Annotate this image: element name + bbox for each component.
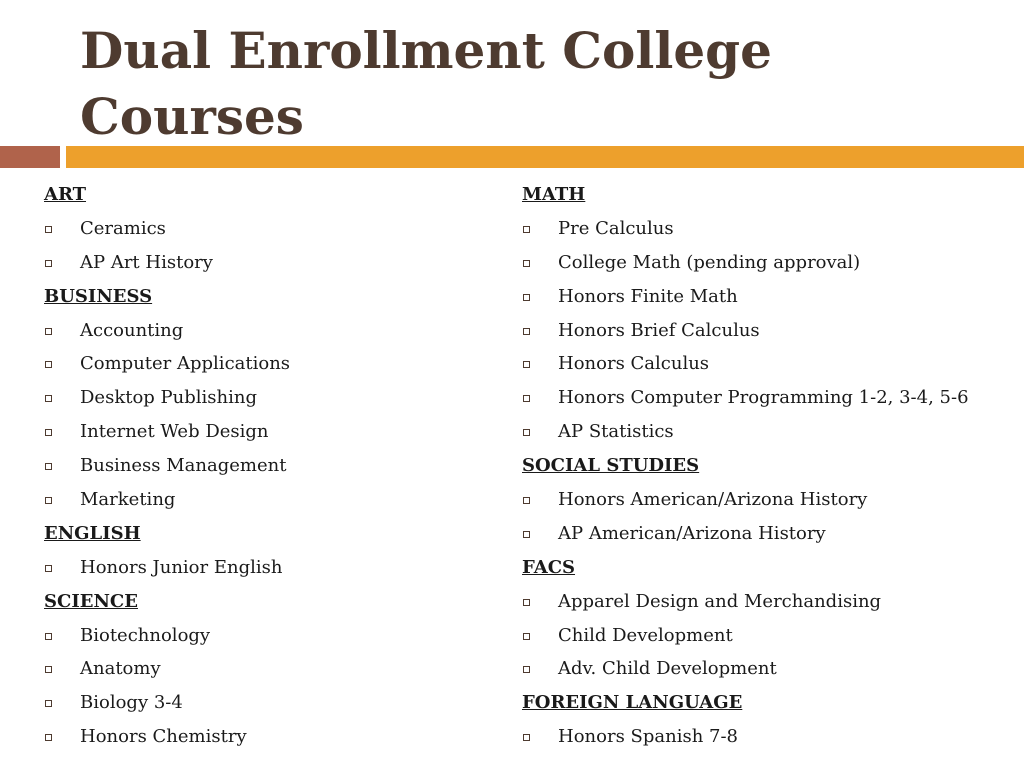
- course-name: Honors Brief Calculus: [558, 319, 760, 341]
- list-item: [522, 314, 1002, 348]
- list-item: [522, 720, 1002, 754]
- course-name: Accounting: [80, 319, 184, 341]
- square-bullet-icon: [523, 531, 530, 538]
- course-name: Honors Spanish 7-8: [558, 726, 738, 748]
- list-item: [522, 619, 1002, 653]
- section-heading-art: ART: [44, 184, 87, 205]
- square-bullet-icon: [523, 361, 530, 368]
- list-item: [44, 619, 504, 653]
- course-name: Adv. Child Development: [558, 658, 777, 680]
- left-course-column: [44, 178, 504, 754]
- accent-bar-left: [0, 146, 60, 168]
- list-item: [522, 246, 1002, 280]
- course-name: Child Development: [558, 624, 733, 646]
- square-bullet-icon: [523, 294, 530, 301]
- section-heading-math: MATH: [522, 184, 586, 205]
- list-item: [44, 720, 504, 754]
- accent-bar-right: [66, 146, 1024, 168]
- list-item: [522, 652, 1002, 686]
- square-bullet-icon: [45, 734, 52, 741]
- square-bullet-icon: [45, 226, 52, 233]
- square-bullet-icon: [523, 633, 530, 640]
- list-item: [44, 652, 504, 686]
- square-bullet-icon: [523, 395, 530, 402]
- list-item: [44, 686, 504, 720]
- course-name: Internet Web Design: [80, 421, 269, 443]
- course-name: Honors American/Arizona History: [558, 489, 868, 511]
- course-name: Marketing: [80, 489, 176, 511]
- square-bullet-icon: [523, 328, 530, 335]
- section-heading-english: ENGLISH: [44, 522, 141, 544]
- course-name: AP American/Arizona History: [558, 522, 826, 544]
- square-bullet-icon: [523, 497, 530, 504]
- course-name: Honors Junior English: [80, 556, 283, 578]
- square-bullet-icon: [45, 361, 52, 368]
- course-name: Honors Finite Math: [558, 285, 738, 307]
- list-item: [44, 246, 504, 280]
- square-bullet-icon: [45, 666, 52, 673]
- course-name: Biology 3-4: [80, 692, 183, 714]
- course-name: Desktop Publishing: [80, 387, 257, 409]
- square-bullet-icon: [523, 666, 530, 673]
- square-bullet-icon: [523, 429, 530, 436]
- list-item: [44, 551, 504, 585]
- square-bullet-icon: [45, 463, 52, 470]
- square-bullet-icon: [45, 395, 52, 402]
- square-bullet-icon: [45, 260, 52, 267]
- list-item: [44, 415, 504, 449]
- list-item: [522, 415, 1002, 449]
- square-bullet-icon: [523, 226, 530, 233]
- course-name: Ceramics: [80, 217, 166, 239]
- section-heading-science: SCIENCE: [44, 590, 138, 612]
- course-name: AP Art History: [80, 251, 213, 273]
- course-name: Apparel Design and Merchandising: [558, 590, 882, 612]
- section-heading-business: BUSINESS: [44, 285, 153, 307]
- course-name: Honors Calculus: [558, 353, 710, 375]
- course-name: Honors Computer Programming 1-2, 3-4, 5-6: [558, 387, 969, 409]
- list-item: [44, 212, 504, 246]
- course-name: Honors Chemistry: [80, 726, 247, 748]
- list-item: [522, 280, 1002, 314]
- right-course-column: [522, 178, 1002, 754]
- square-bullet-icon: [523, 734, 530, 741]
- square-bullet-icon: [45, 328, 52, 335]
- course-name: Computer Applications: [80, 353, 291, 375]
- list-item: [44, 347, 504, 381]
- course-name: Pre Calculus: [558, 217, 674, 239]
- list-item: [522, 212, 1002, 246]
- square-bullet-icon: [45, 497, 52, 504]
- list-item: [522, 585, 1002, 619]
- square-bullet-icon: [45, 633, 52, 640]
- list-item: [44, 314, 504, 348]
- course-name: Anatomy: [80, 658, 161, 680]
- square-bullet-icon: [523, 599, 530, 606]
- square-bullet-icon: [45, 565, 52, 572]
- page-title: Dual Enrollment College Courses: [80, 21, 772, 146]
- list-item: [44, 483, 504, 517]
- course-name: Biotechnology: [80, 624, 211, 646]
- course-name: AP Statistics: [558, 421, 674, 443]
- section-heading-social-studies: SOCIAL STUDIES: [522, 455, 700, 477]
- square-bullet-icon: [45, 429, 52, 436]
- list-item: [44, 449, 504, 483]
- square-bullet-icon: [45, 700, 52, 707]
- list-item: [522, 381, 1002, 415]
- list-item: [522, 483, 1002, 517]
- course-name: Business Management: [80, 455, 287, 477]
- list-item: [44, 381, 504, 415]
- section-heading-facs: FACS: [522, 556, 576, 578]
- course-name: College Math (pending approval): [558, 251, 861, 273]
- section-heading-foreign-language: FOREIGN LANGUAGE: [522, 692, 743, 714]
- square-bullet-icon: [523, 260, 530, 267]
- list-item: [522, 347, 1002, 381]
- list-item: [522, 517, 1002, 551]
